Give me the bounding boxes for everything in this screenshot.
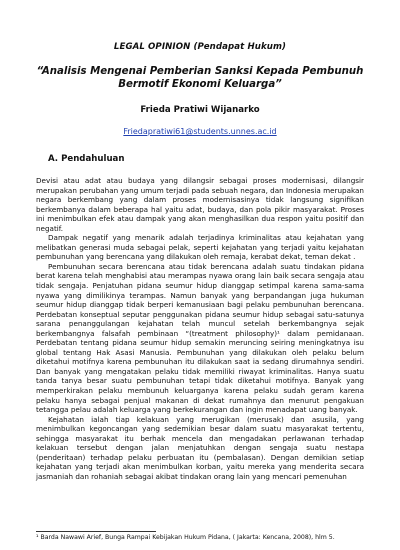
title-line-2: Bermotif Ekonomi Keluarga” (118, 79, 282, 90)
paragraph-3: Pembunuhan secara berencana atau tidak berencana adalah suatu tindakan pidana berat karena telah menghabisi atau merampas nyawa orang lain baik secara sengaja atau tidak sengaja. Penjatuhan pidana seumur hidup dianggap setimpal karena sama-sama nyawa yang dimilikinya terampas. Namun banyak yang berpandangan juga hukuman seumur hidup dianggap tidak berperi kemanusiaan bagi pelaku pembunuhan berencana. Perdebatan konseptual seputar penggunakan pidana seumur hidup sebagai satu-satunya sarana penanggulangan kejahatan telah muncul setelah berkembangnya sejak berkembangnya falsafah pembinaan “(treatment philosophy)¹ dalam pemidanaan. Perdebatan tentang pidana seumur hidup semakin meruncing seiring meningkatnya isu global tentang Hak Asasi Manusia. Pembunuhan yang dilakukan oleh pelaku belum diketahui motifnya karena pembunuhan itu dilakukan saat ia sedang dirumahnya sendiri. Dan banyak yang mengatakan pelaku tidak memiliki riwayat kriminalitas. Hanya suatu tanda tanya besar suatu pembunuhan tetapi tidak diketahui motifnya. Banyak yang memperkirakan pelaku membunuh keluarganya karena pelaku sudah geram karena pelaku hanya sebagai penjual makanan di dekat rumahnya dan menurut pengakuan tetangga pelau adalah keluarga yang berkekurangan dan ingin menadapat uang banyak. (36, 261, 364, 415)
footnote: ¹ Barda Nawawi Arief, Bunga Rampai Kebijakan Hukum Pidana, ( Jakarta: Kencana, 2008), hlm 5. (36, 534, 335, 541)
body-text (36, 176, 364, 482)
document-label: LEGAL OPINION (Pendapat Hukum) (113, 42, 287, 52)
paragraph-2: Dampak negatif yang menarik adalah terjadinya kriminalitas atau kejahatan yang melibatkan generasi muda sebagai pelak, seperti kejahatan yang terjadi yaitu kejahatan pembunuhan yang berencana yang dilakukan oleh remaja, kerabat dekat, teman dekat . (36, 233, 364, 262)
author-email-link[interactable]: Friedapratiwi61@students.unnes.ac.id (123, 127, 277, 136)
document-title (36, 65, 364, 91)
footnote-divider (36, 531, 156, 532)
author-name: Frieda Pratiwi Wijanarko (140, 105, 260, 115)
section-heading: A. Pendahuluan (48, 154, 125, 164)
paragraph-1: Devisi atau adat atau budaya yang dilangsir sebagai proses modernisasi, dilangsir merupakan perubahan yang umum terjadi pada sebuah negara, dan Indonesia merupakan negara berkembang yang dalam proses modernisasinya tidak langsung signifikan berkembanya dalam beberapa hal yaitu adat, budaya, dan pola pikir masyarakat. Proses ini menimbulkan efek atau dampak yang akan menghasilkan dua respon yaitu positif dan negatif. (36, 176, 364, 233)
paragraph-4: Kejahatan ialah tiap kelakuan yang merugikan (merusak) dan asusila, yang menimbulkan kegoncangan yang sedemikian besar dalam suatu masyarakat tertentu, sehingga masyarakat itu berhak mencela dan mengadakan perlawanan terhadap kelakuan tersebut dengan jalan menjatuhkan dengan sengaja suatu nestapa (penderitaan) terhadap pelaku perbuatan itu (pembalasan). Dengan demikian setiap kejahatan yang terjadi akan menimbulkan korban, yaitu mereka yang menderita secara jasmaniah dan rohaniah sebagai akibat tindakan orang lain yang mencari pemenuhan (36, 414, 364, 481)
title-line-1: “Analisis Mengenai Pemberian Sanksi Kepada Pembunuh (36, 66, 364, 77)
